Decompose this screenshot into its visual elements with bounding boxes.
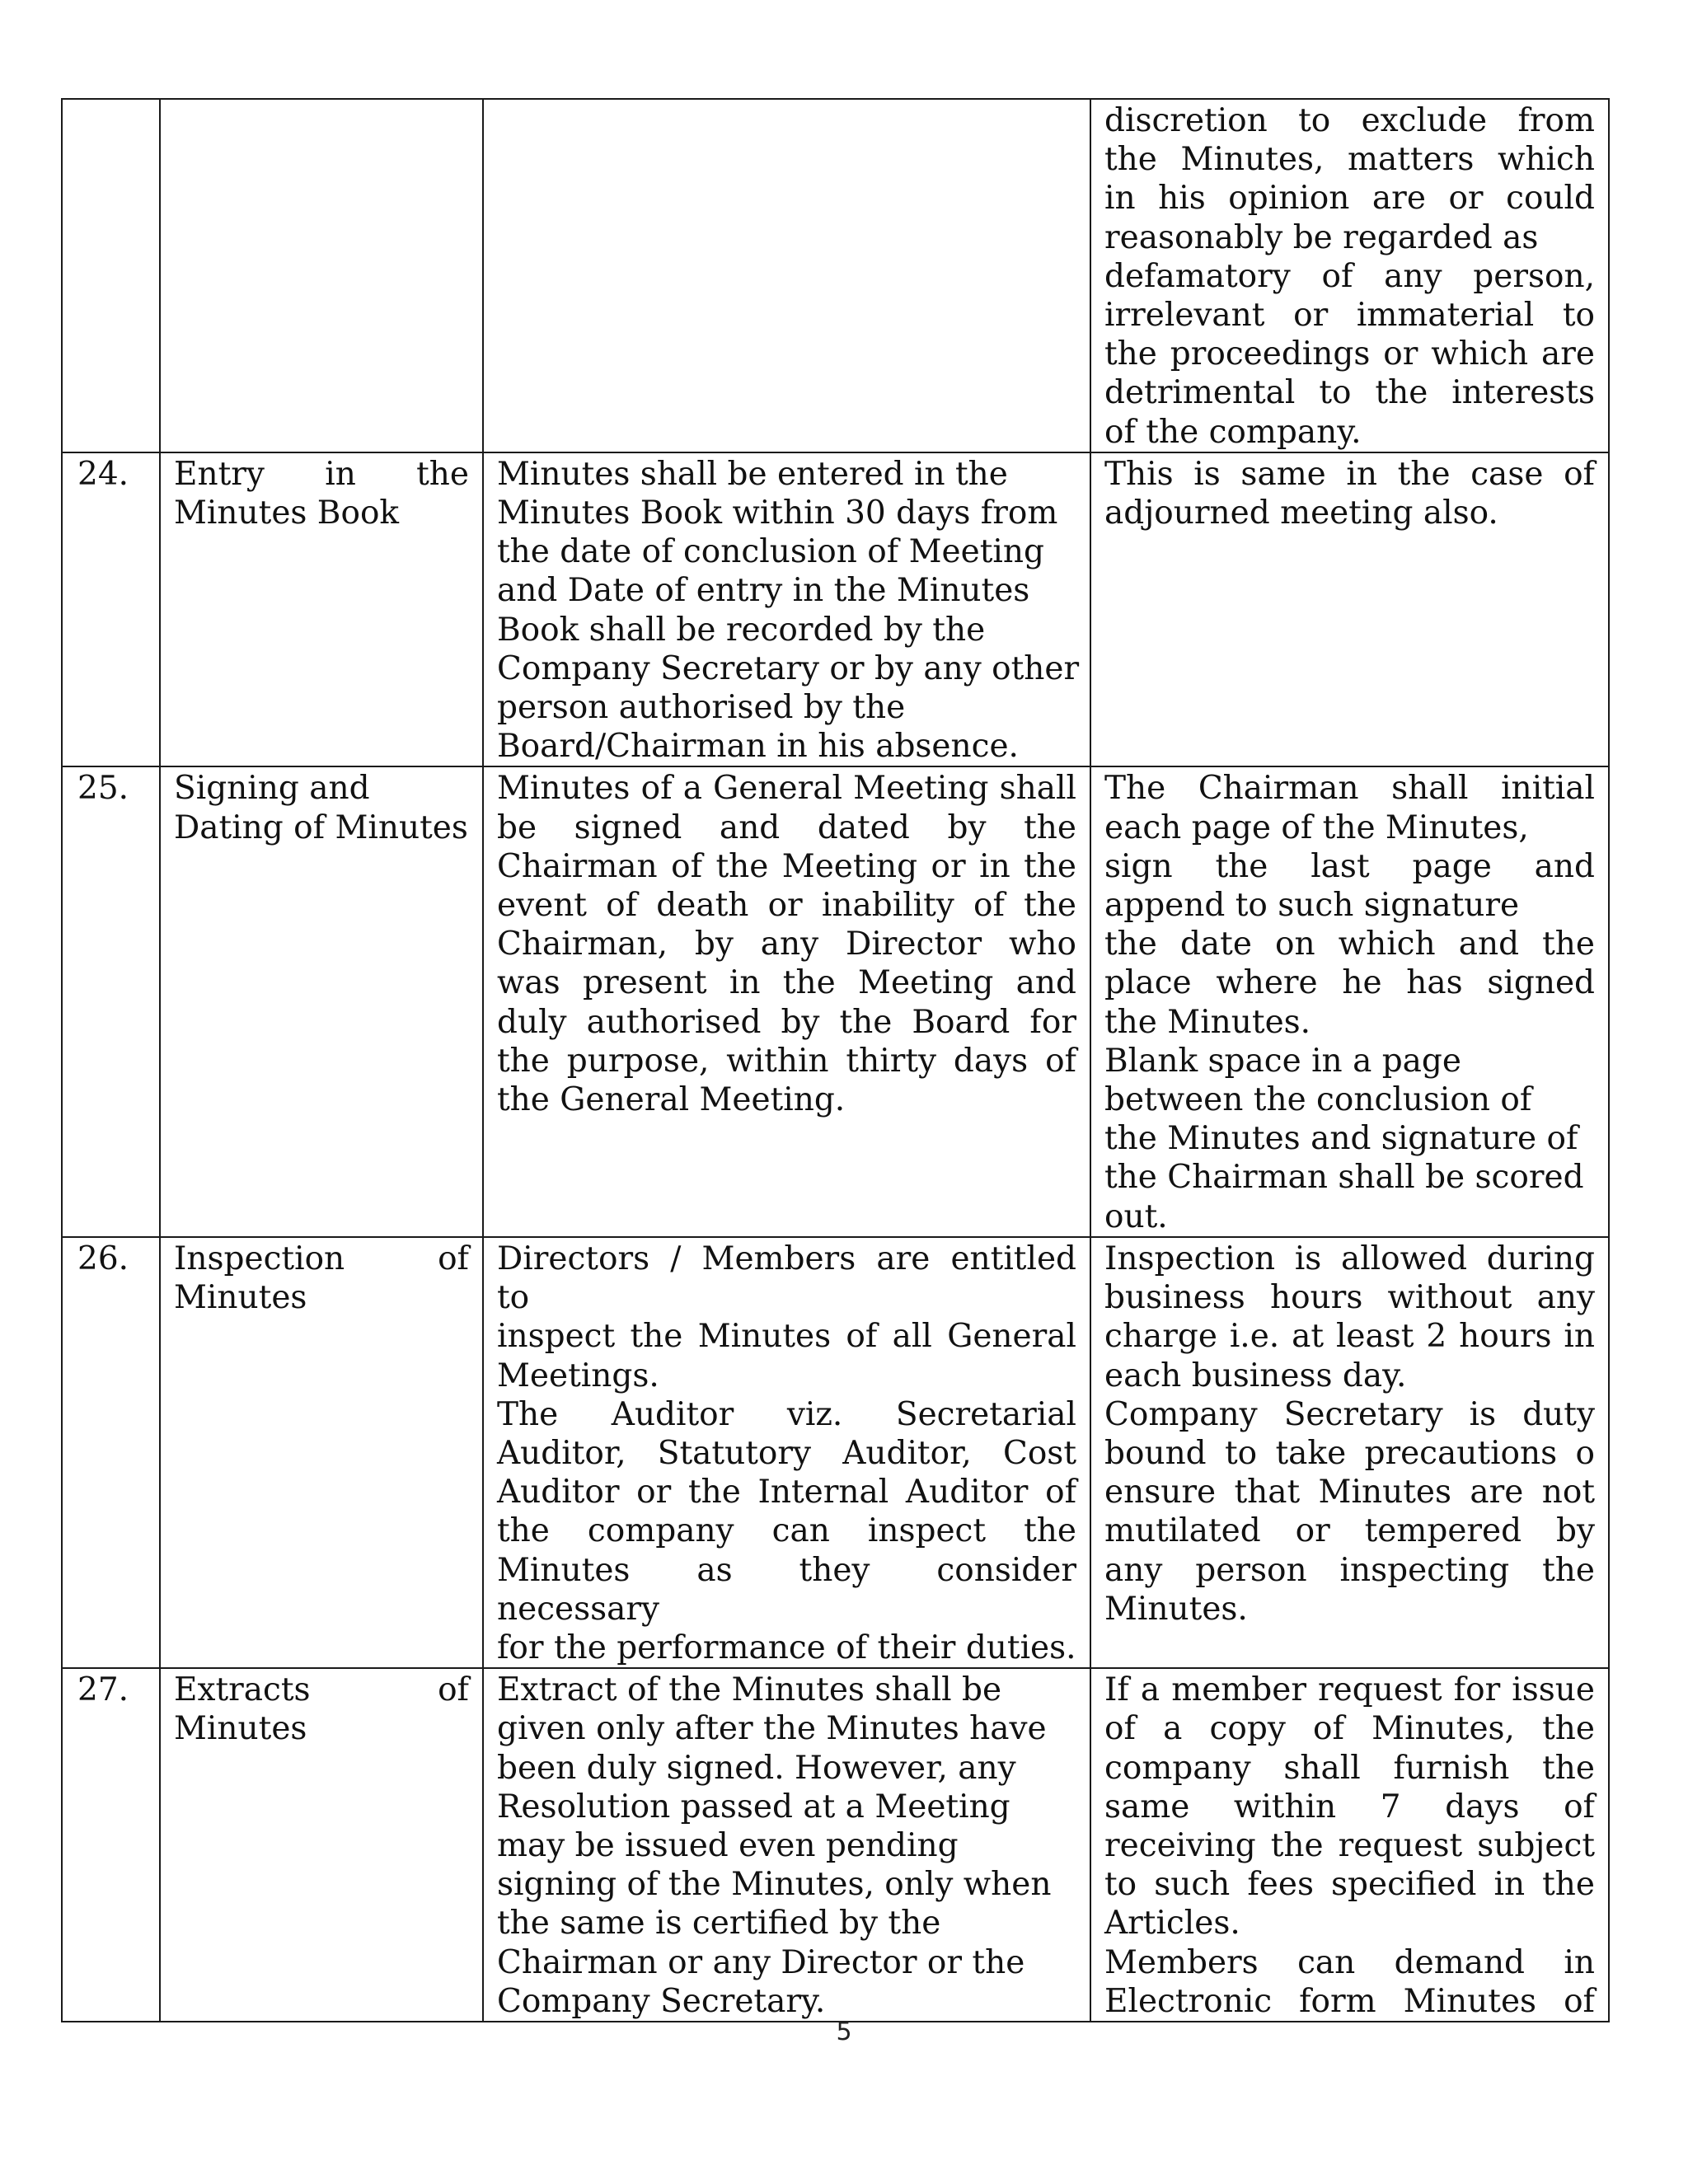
cell-text-line: Board/Chairman in his absence. — [497, 728, 1019, 766]
cell-text-line: Auditor or the Internal Auditor of — [497, 1474, 1076, 1511]
cell-text-line: adjourned meeting also. — [1104, 494, 1498, 532]
row-number-cell — [62, 1237, 160, 1668]
table-row — [62, 99, 1609, 452]
cell-text-line: place where he has signed — [1104, 964, 1595, 1002]
cell-text-line: of the company. — [1104, 413, 1362, 451]
cell-text-line: was present in the Meeting and — [497, 964, 1076, 1002]
row-number-cell — [62, 766, 160, 1236]
requirement-cell — [483, 99, 1090, 452]
cell-text-line: Minutes — [174, 1279, 307, 1317]
cell-text-line: Auditor, Statutory Auditor, Cost — [497, 1434, 1076, 1472]
remarks-cell — [1090, 1668, 1609, 2022]
cell-text-line: in his opinion are or could — [1104, 180, 1595, 218]
cell-text-line: If a member request for issue — [1104, 1671, 1595, 1709]
cell-text-line: be signed and dated by the — [497, 808, 1076, 846]
cell-text-line: Chairman or any Director or the — [497, 1943, 1025, 1981]
subject-cell — [160, 1668, 483, 2022]
cell-text-line: Meetings. — [497, 1357, 659, 1394]
cell-text-line: charge i.e. at least 2 hours in — [1104, 1318, 1595, 1356]
cell-text-line: Extracts of — [174, 1671, 469, 1709]
subject-cell — [160, 1237, 483, 1668]
cell-text-line: the Minutes. — [1104, 1003, 1311, 1041]
cell-text-line: the same is certified by the — [497, 1905, 941, 1943]
cell-text-line: Chairman of the Meeting or in the — [497, 847, 1076, 885]
requirement-cell — [483, 1668, 1090, 2022]
remarks-cell — [1090, 99, 1609, 452]
cell-text-line: same within 7 days of — [1104, 1788, 1595, 1825]
cell-text-line: discretion to exclude from — [1104, 102, 1595, 139]
cell-text-line: the Minutes, matters which — [1104, 141, 1595, 179]
table-row — [62, 1237, 1609, 1668]
page-number: 5 — [836, 2018, 852, 2046]
cell-text-line: given only after the Minutes have — [497, 1710, 1047, 1748]
cell-text-line: the date of conclusion of Meeting — [497, 533, 1044, 571]
cell-text-line: each page of the Minutes, — [1104, 808, 1529, 846]
cell-text-line: inspect the Minutes of all General — [497, 1318, 1076, 1356]
row-number: 24. — [77, 455, 129, 493]
cell-text-line: Company Secretary or by any other — [497, 649, 1080, 687]
cell-text-line: Signing and — [174, 770, 370, 808]
cell-text-line: The Auditor viz. Secretarial — [497, 1395, 1076, 1433]
cell-text-line: sign the last page and — [1104, 847, 1595, 885]
cell-text-line: may be issued even pending — [497, 1826, 959, 1864]
subject-cell — [160, 766, 483, 1236]
cell-text-line: between the conclusion of — [1104, 1081, 1532, 1119]
remarks-cell — [1090, 1237, 1609, 1668]
cell-text-line: and Date of entry in the Minutes — [497, 572, 1030, 610]
cell-text-line: Inspection of — [174, 1240, 469, 1277]
cell-text-line: append to such signature — [1104, 887, 1520, 925]
cell-text-line: bound to take precautions o — [1104, 1434, 1595, 1472]
row-number-cell — [62, 452, 160, 767]
subject-cell — [160, 452, 483, 767]
table-row — [62, 766, 1609, 1236]
requirement-cell — [483, 1237, 1090, 1668]
cell-text-line: the General Meeting. — [497, 1081, 846, 1119]
cell-text-line: The Chairman shall initial — [1104, 770, 1595, 808]
cell-text-line: reasonably be regarded as — [1104, 218, 1539, 256]
cell-text-line: Minutes of a General Meeting shall — [497, 770, 1076, 808]
table-row — [62, 1668, 1609, 2022]
cell-text-line: detrimental to the interests — [1104, 374, 1595, 412]
remarks-cell — [1090, 766, 1609, 1236]
cell-text-line: Members can demand in — [1104, 1943, 1595, 1981]
cell-text-line: Directors / Members are entitled to — [497, 1240, 1076, 1317]
requirement-cell — [483, 452, 1090, 767]
cell-text-line: the company can inspect the — [497, 1512, 1076, 1550]
cell-text-line: Minutes — [174, 1710, 307, 1748]
cell-text-line: the Chairman shall be scored — [1104, 1159, 1584, 1197]
remarks-cell — [1090, 452, 1609, 767]
cell-text-line: Resolution passed at a Meeting — [497, 1788, 1010, 1825]
cell-text-line: company shall furnish the — [1104, 1749, 1595, 1787]
cell-text-line: duly authorised by the Board for — [497, 1003, 1076, 1041]
minutes-compliance-table — [61, 98, 1610, 2022]
cell-text-line: irrelevant or immaterial to — [1104, 297, 1595, 335]
cell-text-line: Extract of the Minutes shall be — [497, 1671, 1002, 1709]
cell-text-line: out. — [1104, 1197, 1168, 1235]
cell-text-line: Minutes. — [1104, 1590, 1248, 1628]
cell-text-line: Minutes shall be entered in the — [497, 455, 1008, 493]
cell-text-line: any person inspecting the — [1104, 1551, 1595, 1589]
row-number: 27. — [77, 1671, 129, 1709]
cell-text-line: Blank space in a page — [1104, 1042, 1461, 1080]
row-number-cell — [62, 99, 160, 452]
row-number: 26. — [77, 1240, 129, 1277]
cell-text-line: Book shall be recorded by the — [497, 611, 986, 649]
cell-text-line: receiving the request subject — [1104, 1826, 1595, 1864]
row-number: 25. — [77, 770, 129, 808]
cell-text-line: person authorised by the — [497, 689, 906, 727]
cell-text-line: Minutes as they consider necessary — [497, 1551, 1076, 1628]
cell-text-line: of a copy of Minutes, the — [1104, 1710, 1595, 1748]
cell-text-line: Dating of Minutes — [174, 808, 468, 846]
cell-text-line: business hours without any — [1104, 1279, 1595, 1317]
cell-text-line: the purpose, within thirty days of — [497, 1042, 1076, 1080]
cell-text-line: Articles. — [1104, 1905, 1240, 1943]
cell-text-line: Chairman, by any Director who — [497, 926, 1076, 963]
requirement-cell — [483, 766, 1090, 1236]
cell-text-line: the proceedings or which are — [1104, 335, 1595, 373]
cell-text-line: been duly signed. However, any — [497, 1749, 1016, 1787]
cell-text-line: Entry in the — [174, 455, 469, 493]
cell-text-line: Company Secretary is duty — [1104, 1395, 1595, 1433]
subject-cell — [160, 99, 483, 452]
cell-text-line: event of death or inability of the — [497, 887, 1076, 925]
table-row — [62, 452, 1609, 767]
cell-text-line: each business day. — [1104, 1357, 1407, 1394]
cell-text-line: signing of the Minutes, only when — [497, 1866, 1052, 1904]
cell-text-line: to such fees specified in the — [1104, 1866, 1595, 1904]
cell-text-line: defamatory of any person, — [1104, 257, 1595, 295]
table-body — [62, 99, 1609, 2022]
cell-text-line: the Minutes and signature of — [1104, 1120, 1578, 1158]
cell-text-line: This is same in the case of — [1104, 455, 1595, 493]
cell-text-line: for the performance of their duties. — [497, 1629, 1076, 1666]
cell-text-line: the date on which and the — [1104, 926, 1595, 963]
cell-text-line: Inspection is allowed during — [1104, 1240, 1595, 1277]
cell-text-line: Minutes Book — [174, 494, 400, 532]
cell-text-line: Company Secretary. — [497, 1982, 826, 2020]
cell-text-line: Minutes Book within 30 days from — [497, 494, 1058, 532]
cell-text-line: mutilated or tempered by — [1104, 1512, 1595, 1550]
cell-text-line: Electronic form Minutes of — [1104, 1982, 1595, 2020]
row-number-cell — [62, 1668, 160, 2022]
cell-text-line: ensure that Minutes are not — [1104, 1474, 1595, 1511]
